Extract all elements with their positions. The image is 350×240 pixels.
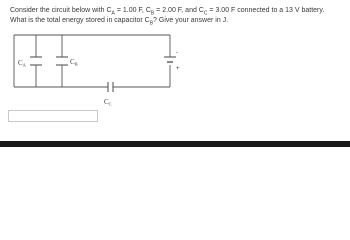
answer-input[interactable] [8,110,98,122]
capacitor-b-symbol [56,57,68,65]
bottom-bar [0,141,350,147]
capacitor-b-label: $C_B$ [70,58,78,67]
battery-symbol [164,57,176,62]
capacitor-a-symbol [30,57,42,65]
capacitor-a-label: $C_A$ [18,59,26,68]
capacitor-c-label: $C_C$ [104,98,112,106]
battery-plus-label: + [176,66,180,72]
battery-minus-label: - [176,50,178,56]
question-text: Consider the circuit below with $C_A = 1.00$ F, $C_B = 2.00$ F, and $C_C = 3.00$ F connected to a 13 V battery. What is the total energy stored in capacitor $C_B$? Give your answer in J. [10,7,325,27]
circuit-diagram [0,26,350,106]
